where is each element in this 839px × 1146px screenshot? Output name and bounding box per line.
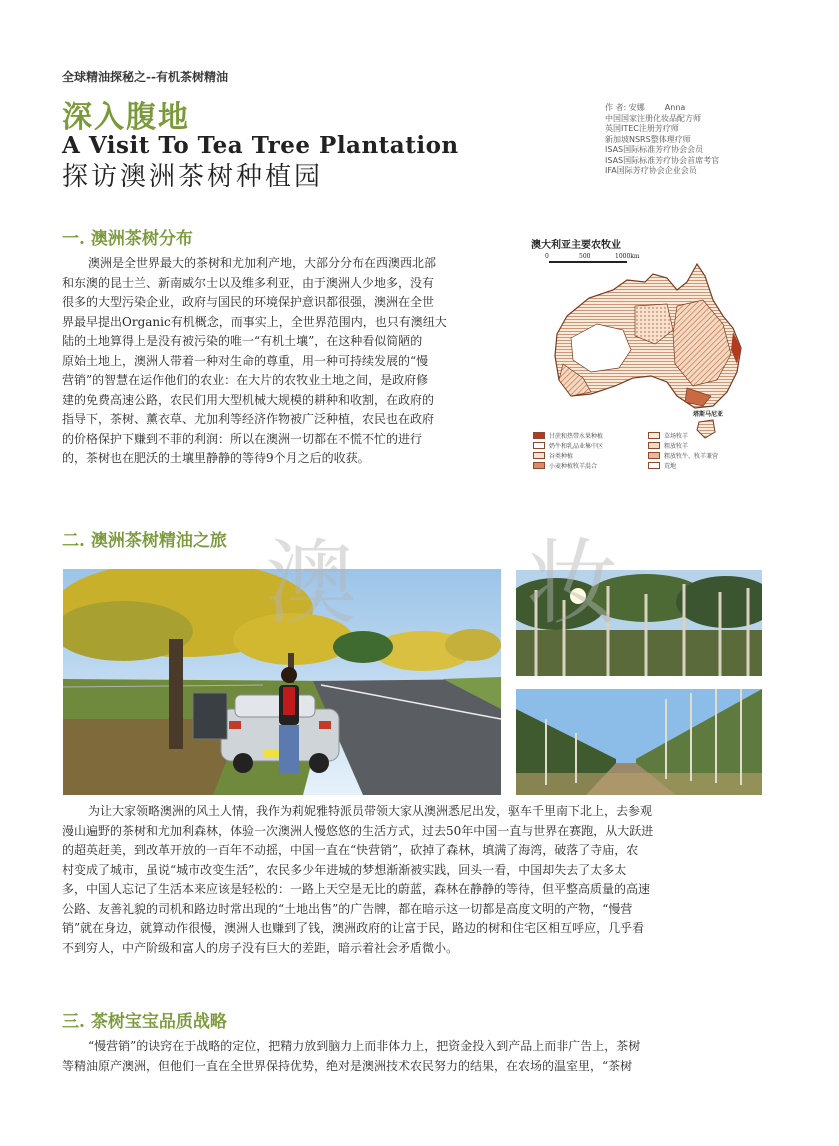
photo-eucalyptus-forest (516, 570, 762, 676)
section1-heading: 一. 澳洲茶树分布 (62, 229, 193, 249)
text-line: 原始土地上，澳洲人带着一种对生命的尊重，用一种可持续发展的“慢 (62, 353, 429, 368)
scale-bar (545, 253, 640, 262)
map-legend (533, 430, 763, 470)
photo-roadside-car (63, 569, 501, 795)
author-credential: 中国国家注册化妆品配方师 (605, 113, 701, 123)
section1-body (62, 254, 514, 469)
section3-body (62, 1037, 762, 1076)
text-line: 村变成了城市，虽说“城市改变生活”，农民多少年进城的梦想渐渐被实践，回头一看，中国却失去了太多太 (62, 862, 627, 877)
text-line: 的，茶树也在肥沃的土壤里静静的等待9个月之后的收获。 (62, 451, 370, 465)
subtitle-cn: 探访澳洲茶树种植园 (62, 162, 324, 192)
legend-label: 荒地 (664, 462, 677, 470)
text-line: 的价格保护下赚到不菲的利润：所以在澳洲一切都在不慌不忙的进行 (62, 431, 423, 446)
legend-swatch (648, 452, 660, 459)
author-label: 作 者: 安娜 (605, 103, 645, 112)
legend-label: 粗放牧牛、牧羊兼营 (664, 452, 719, 460)
text-line: 界最早提出Organic有机概念，而事实上，全世界范围内，也只有澳纽大 (62, 314, 447, 329)
legend-label: 小麦种植牧羊混合 (549, 462, 598, 470)
text-line: 和东澳的昆士兰、新南威尔士以及维多利亚，由于澳洲人少地多，没有 (62, 275, 435, 290)
author-box (605, 103, 719, 177)
legend-swatch (648, 442, 660, 449)
author-credential: ISAS国际标准芳疗协会会员 (605, 145, 704, 154)
legend-swatch (533, 462, 545, 469)
text-line: 不到穷人，中产阶级和富人的房子没有巨大的差距，暗示着社会矛盾微小。 (62, 940, 459, 955)
author-credential: IFA国际芳疗协会企业会员 (605, 166, 697, 175)
text-line: 漫山遍野的茶树和尤加利森林，体验一次澳洲人慢悠悠的生活方式，过去50年中国一直与世界在赛跑，从大跃进 (62, 823, 654, 838)
legend-swatch (533, 442, 545, 449)
legend-label: 奶牛和乳品业集中区 (549, 442, 604, 450)
text-line: 指导下，茶树、薰衣草、尤加利等经济作物被广泛种植，农民也在政府 (62, 412, 435, 426)
text-line: 为让大家领略澳洲的风土人情，我作为莉妮雅特派员带领大家从澳洲悉尼出发，驱车千里南下北上，去参观 (88, 804, 653, 818)
title-cn: 深入腹地 (62, 100, 190, 135)
author-credential: ISAS国际标准芳疗协会首席考官 (605, 155, 720, 165)
section3-heading: 三. 茶树宝宝品质战略 (62, 1012, 227, 1032)
legend-label: 甘蔗和热带水果种植 (549, 432, 604, 440)
author-credential: 新加坡NSRS整体理疗师 (605, 134, 691, 144)
text-line: 建的免费高速公路，农民们用大型机械大规模的耕种和收割，在政府的 (62, 392, 435, 407)
text-line: 销”就在身边，就算动作很慢，澳洲人也赚到了钱，澳洲政府的让富于民，路边的树和住宅区相互呼应，几乎看 (62, 921, 645, 935)
text-line: “慢营销”的诀窍在于战略的定位，把精力放到脑力上而非体力上，把资金投入到产品上而非广告上，茶树 (88, 1039, 641, 1053)
section2-heading: 二. 澳洲茶树精油之旅 (62, 531, 227, 551)
author-line (605, 103, 719, 114)
legend-swatch (533, 452, 545, 459)
legend-swatch (648, 462, 660, 469)
map-graphic (527, 246, 767, 446)
watermark: 澳 妆 (265, 530, 689, 637)
title-en: A Visit To Tea Tree Plantation (62, 132, 459, 159)
author-name: Anna (664, 103, 686, 112)
text-line: 的超英赶美，到改革开放的一百年不动摇，中国一直在“快营销”，砍掉了森林，填满了海湾，破落了寺庙，农 (62, 843, 639, 857)
legend-label: 粗放牧羊 (664, 442, 689, 450)
scale-label: 0 (545, 253, 549, 260)
section2-body (62, 802, 762, 958)
text-line: 陆的土地算得上是没有被污染的唯一“有机土壤”，在这种看似简陋的 (62, 334, 423, 348)
text-line: 澳洲是全世界最大的茶树和尤加利产地，大部分分布在西澳西北部 (88, 256, 437, 270)
text-line: 等精油原产澳洲，但他们一直在全世界保持优势，绝对是澳洲技术农民努力的结果，在农场的温室里，“茶树 (62, 1058, 633, 1073)
kicker: 全球精油探秘之--有机茶树精油 (62, 70, 228, 84)
text-line: 很多的大型污染企业，政府与国民的环境保护意识都很强，澳洲在全世 (62, 295, 435, 309)
text-line: 公路、友善礼貌的司机和路边时常出现的“土地出售”的广告牌，都在暗示这一切都是高度文明的产物，“慢营 (62, 901, 633, 916)
map-title: 澳大利亚主要农牧业 (531, 240, 621, 251)
scale-label: 1000km (615, 253, 640, 260)
text-line: 营销”的智慧在运作他们的农业：在大片的农牧业土地之间，是政府修 (62, 373, 429, 387)
legend-swatch (533, 432, 545, 439)
legend-label: 草场牧羊 (664, 432, 689, 440)
photo-tree-lined-road (516, 689, 762, 795)
legend-swatch (648, 432, 660, 439)
scale-label: 500 (579, 253, 591, 260)
author-credential: 英国ITEC注册芳疗师 (605, 124, 679, 133)
place-label-tasmania: 塔斯马尼亚 (693, 411, 724, 418)
text-line: 多，中国人忘记了生活本来应该是轻松的：一路上天空是无比的蔚蓝，森林在静静的等待，但平整高质量的高速 (62, 882, 651, 896)
legend-label: 谷类种植 (549, 452, 574, 460)
